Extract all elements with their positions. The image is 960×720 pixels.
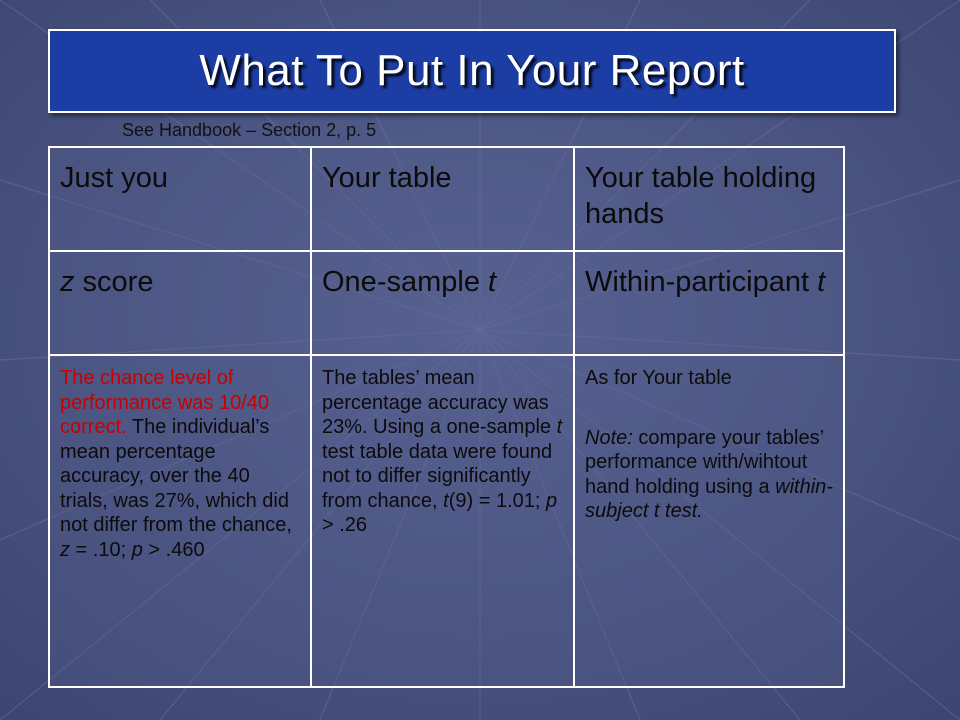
header-label: Just you	[60, 162, 168, 194]
as-for-text: As for Your table	[585, 367, 732, 389]
header-label: Your table holding hands	[585, 162, 817, 230]
header-row	[49, 147, 844, 251]
p-symbol: p	[546, 489, 558, 512]
description-holding-hands	[574, 355, 844, 687]
description-text: > .460	[142, 538, 205, 561]
t-symbol: t	[443, 489, 449, 512]
test-one-sample-t	[311, 251, 574, 355]
test-row	[49, 251, 844, 355]
t-symbol: t	[817, 266, 826, 298]
description-row	[49, 355, 844, 687]
description-text: > .26	[322, 514, 368, 536]
header-just-you	[49, 147, 311, 251]
z-symbol: z	[60, 538, 70, 561]
slide-title: What To Put In Your Report	[199, 46, 745, 95]
report-table	[48, 146, 845, 688]
description-text: (9) = 1.01;	[448, 489, 547, 512]
test-label: Within-participant	[585, 266, 818, 298]
header-label: Your table	[322, 162, 452, 194]
z-symbol: z	[60, 266, 75, 298]
test-z-score	[49, 251, 311, 355]
p-symbol: p	[131, 538, 143, 561]
header-holding-hands	[574, 147, 844, 251]
chance-level-text: The chance level of performance was 10/40 correct.	[60, 367, 270, 438]
note-label: Note:	[585, 426, 633, 449]
t-symbol: t	[556, 416, 563, 438]
note-paragraph	[585, 426, 835, 524]
description-text: The individual’s mean percentage accuracy, over the 40 trials, was 27%, which did not differ from the chance,	[60, 416, 292, 536]
handbook-reference: See Handbook – Section 2, p. 5	[122, 120, 377, 140]
header-your-table	[311, 147, 574, 251]
description-your-table	[311, 355, 574, 687]
test-label: score	[74, 266, 154, 298]
note-italic-text: within-subject t test.	[585, 475, 833, 522]
description-text: test table data were found not to differ significantly from chance,	[322, 440, 553, 512]
test-label: One-sample	[322, 266, 489, 298]
note-text: compare your tables’ performance with/wihtout hand holding using a	[585, 426, 824, 498]
description-text: The tables’ mean percentage accuracy was 23%. Using a one-sample	[322, 367, 557, 438]
title-banner	[48, 29, 896, 113]
description-text: = .10;	[70, 538, 132, 561]
test-within-participant-t	[574, 251, 844, 355]
description-just-you	[49, 355, 311, 687]
t-symbol: t	[488, 266, 497, 298]
